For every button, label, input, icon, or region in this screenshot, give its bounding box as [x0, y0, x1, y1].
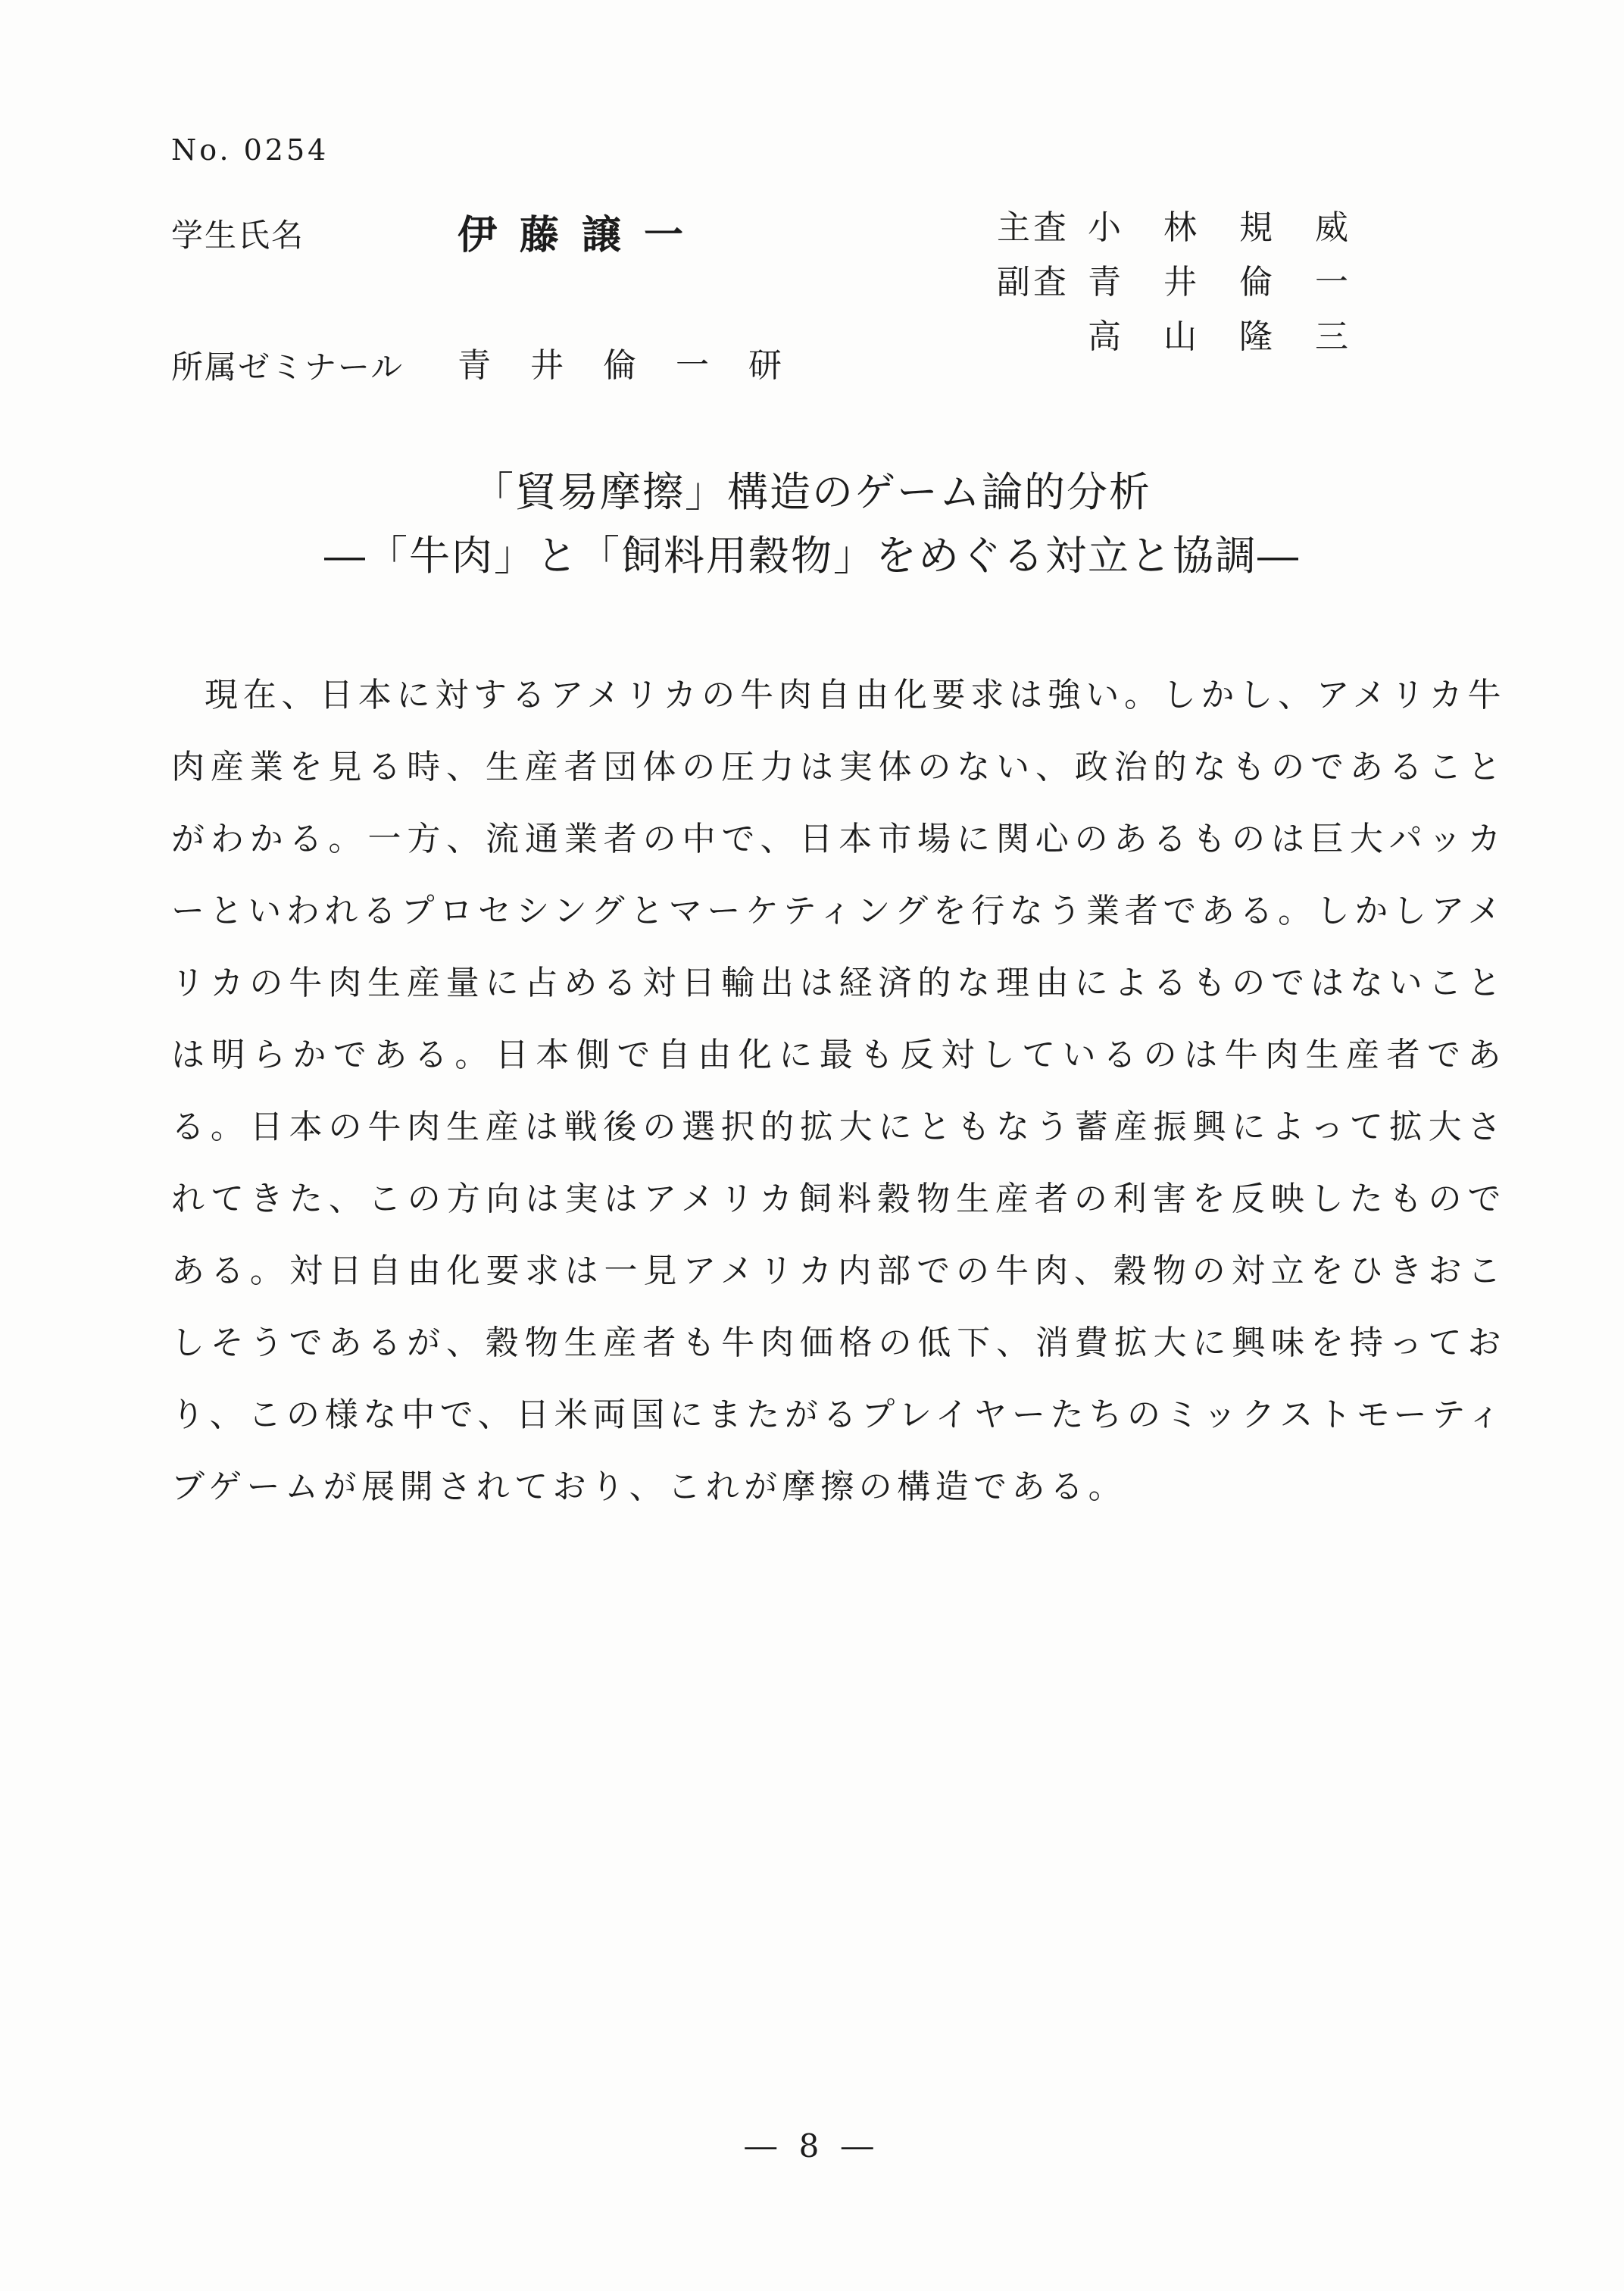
page-number: ― 8 ―: [745, 2127, 879, 2164]
title-subtitle: ―「牛肉」と「飼料用穀物」をめぐる対立と協調―: [324, 532, 1300, 580]
abstract-paragraph: 現在、日本に対するアメリカの牛肉自由化要求は強い。しかし、アメリカ牛肉産業を見る時、生産者団体の圧力は実体のない、政治的なものであることがわかる。一方、流通業者の中で、日本市場に関心のあるものは巨大パッカーといわれるプロセシングとマーケティングを行なう業者である。しかしアメリカの牛肉生産量に占める対日輸出は経済的な理由によるものではないことは明らかである。日本側で自由化に最も反対しているのは牛肉生産者である。日本の牛肉生産は戦後の選択的拡大にともなう蓄産振興によって拡大されてきた、この方向は実はアメリカ飼料穀物生産者の利害を反映したものである。対日自由化要求は一見アメリカ内部での牛肉、穀物の対立をひきおこしそうであるが、穀物生産者も牛肉価格の低下、消費拡大に興味を持っており、この様な中で、日米両国にまたがるプレイヤーたちのミックストモーティブゲームが展開されており、これが摩擦の構造である。: [171, 676, 1506, 1506]
examiner-name: 青井倫一: [1088, 263, 1391, 302]
examiner-row-chief: [997, 197, 1391, 252]
seminar-name: 青井倫一研: [458, 346, 821, 385]
student-name: 伊藤譲一: [458, 212, 707, 258]
student-name-label: 学生氏名: [171, 217, 305, 254]
document-number: No. 0254: [171, 133, 329, 167]
examiner-row-sub-2: [997, 306, 1391, 361]
thesis-title: [0, 461, 1624, 588]
seminar-label: 所属ゼミナール: [171, 348, 404, 386]
examiners-list: [997, 197, 1391, 361]
title-main: 「貿易摩擦」構造のゲーム論的分析: [473, 468, 1151, 516]
examiner-row-sub-1: [997, 252, 1391, 306]
examiner-name: 小林規威: [1088, 208, 1391, 247]
examiner-name: 高山隆三: [1088, 317, 1391, 356]
examiner-role: 副査: [997, 263, 1070, 302]
examiner-role: 主査: [997, 208, 1070, 247]
